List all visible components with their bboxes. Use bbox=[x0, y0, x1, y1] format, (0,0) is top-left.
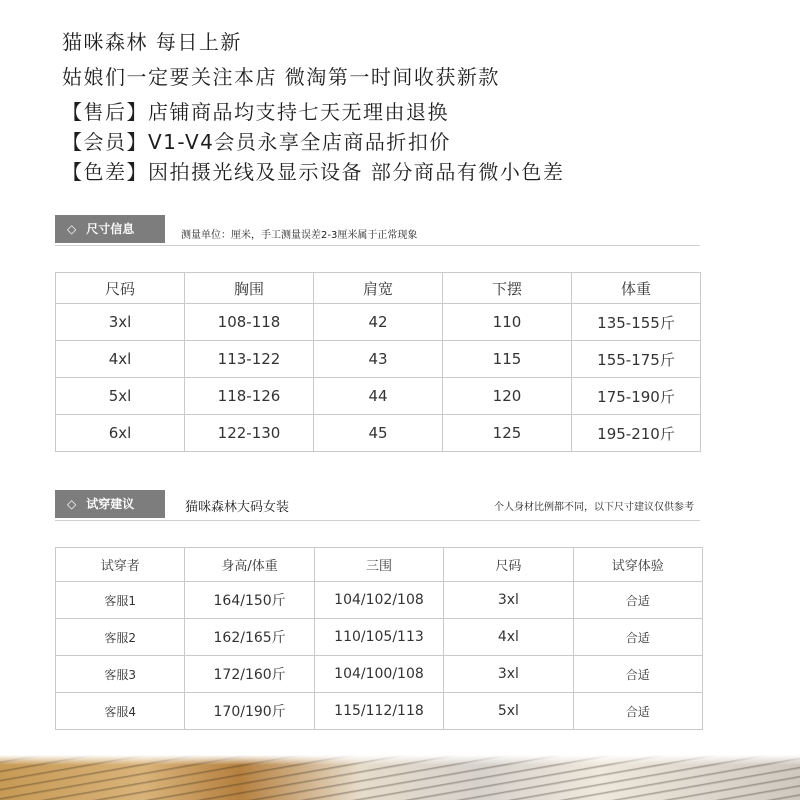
tester-cell: 客服3 bbox=[56, 656, 185, 693]
brand-subtitle: 猫咪森林大码女装 bbox=[185, 500, 290, 515]
hem-cell: 120 bbox=[443, 378, 572, 415]
size-section-tag bbox=[55, 215, 165, 243]
shoulder-cell: 43 bbox=[314, 341, 443, 378]
bust-cell: 122-130 bbox=[185, 415, 314, 452]
bust-cell: 113-122 bbox=[185, 341, 314, 378]
table-header-row bbox=[56, 548, 703, 582]
measurement-note: 测量单位：厘米，手工测量误差2-3厘米属于正常现象 bbox=[181, 230, 418, 241]
size-cell: 5xl bbox=[56, 378, 185, 415]
header-cell: 肩宽 bbox=[314, 273, 443, 304]
table-row bbox=[56, 341, 701, 378]
hem-cell: 125 bbox=[443, 415, 572, 452]
member-notice: 【会员】V1-V4会员永享全店商品折扣价 bbox=[62, 130, 451, 154]
table-row bbox=[56, 415, 701, 452]
size-cell: 6xl bbox=[56, 415, 185, 452]
size-section-title: 尺寸信息 bbox=[86, 222, 135, 236]
size-cell: 4xl bbox=[56, 341, 185, 378]
size-section-header bbox=[55, 215, 700, 246]
size-cell: 3xl bbox=[444, 656, 573, 693]
header-cell: 尺码 bbox=[444, 548, 573, 582]
table-row bbox=[56, 656, 703, 693]
table-row bbox=[56, 582, 703, 619]
color-diff-notice: 【色差】因拍摄光线及显示设备 部分商品有微小色差 bbox=[62, 160, 565, 184]
bust-cell: 118-126 bbox=[185, 378, 314, 415]
fit-table bbox=[55, 547, 703, 730]
header-cell: 下摆 bbox=[443, 273, 572, 304]
fit-experience-cell: 合适 bbox=[573, 693, 702, 730]
tester-cell: 客服2 bbox=[56, 619, 185, 656]
size-cell: 4xl bbox=[444, 619, 573, 656]
hem-cell: 110 bbox=[443, 304, 572, 341]
header-cell: 体重 bbox=[572, 273, 701, 304]
measurements-cell: 104/102/108 bbox=[314, 582, 443, 619]
after-sales-notice: 【售后】店铺商品均支持七天无理由退换 bbox=[62, 100, 449, 124]
height-weight-cell: 162/165斤 bbox=[185, 619, 314, 656]
table-row bbox=[56, 378, 701, 415]
shop-slogan: 猫咪森林 每日上新 bbox=[62, 30, 242, 54]
fit-section-header bbox=[55, 490, 700, 521]
table-row bbox=[56, 619, 703, 656]
header-cell: 试穿体验 bbox=[573, 548, 702, 582]
diamond-icon: ◇ bbox=[67, 497, 77, 511]
tester-cell: 客服1 bbox=[56, 582, 185, 619]
size-table bbox=[55, 272, 701, 452]
header-cell: 试穿者 bbox=[56, 548, 185, 582]
fit-note: 个人身材比例都不同，以下尺寸建议仅供参考 bbox=[494, 502, 694, 513]
fit-section-title: 试穿建议 bbox=[86, 497, 135, 511]
header-cell: 胸围 bbox=[185, 273, 314, 304]
measurements-cell: 104/100/108 bbox=[314, 656, 443, 693]
size-cell: 3xl bbox=[444, 582, 573, 619]
diamond-icon: ◇ bbox=[67, 222, 77, 236]
photo-fade bbox=[0, 755, 800, 765]
size-cell: 5xl bbox=[444, 693, 573, 730]
tester-cell: 客服4 bbox=[56, 693, 185, 730]
height-weight-cell: 164/150斤 bbox=[185, 582, 314, 619]
table-row bbox=[56, 304, 701, 341]
header-cell: 尺码 bbox=[56, 273, 185, 304]
height-weight-cell: 170/190斤 bbox=[185, 693, 314, 730]
fit-experience-cell: 合适 bbox=[573, 619, 702, 656]
shoulder-cell: 44 bbox=[314, 378, 443, 415]
shoulder-cell: 45 bbox=[314, 415, 443, 452]
weight-cell: 135-155斤 bbox=[572, 304, 701, 341]
header-cell: 身高/体重 bbox=[185, 548, 314, 582]
weight-cell: 155-175斤 bbox=[572, 341, 701, 378]
follow-notice: 姑娘们一定要关注本店 微淘第一时间收获新款 bbox=[62, 65, 500, 89]
size-cell: 3xl bbox=[56, 304, 185, 341]
fit-experience-cell: 合适 bbox=[573, 656, 702, 693]
weight-cell: 175-190斤 bbox=[572, 378, 701, 415]
fit-section-tag bbox=[55, 490, 165, 518]
hem-cell: 115 bbox=[443, 341, 572, 378]
weight-cell: 195-210斤 bbox=[572, 415, 701, 452]
header-cell: 三围 bbox=[314, 548, 443, 582]
fit-experience-cell: 合适 bbox=[573, 582, 702, 619]
shoulder-cell: 42 bbox=[314, 304, 443, 341]
bust-cell: 108-118 bbox=[185, 304, 314, 341]
height-weight-cell: 172/160斤 bbox=[185, 656, 314, 693]
measurements-cell: 115/112/118 bbox=[314, 693, 443, 730]
table-header-row bbox=[56, 273, 701, 304]
table-row bbox=[56, 693, 703, 730]
measurements-cell: 110/105/113 bbox=[314, 619, 443, 656]
